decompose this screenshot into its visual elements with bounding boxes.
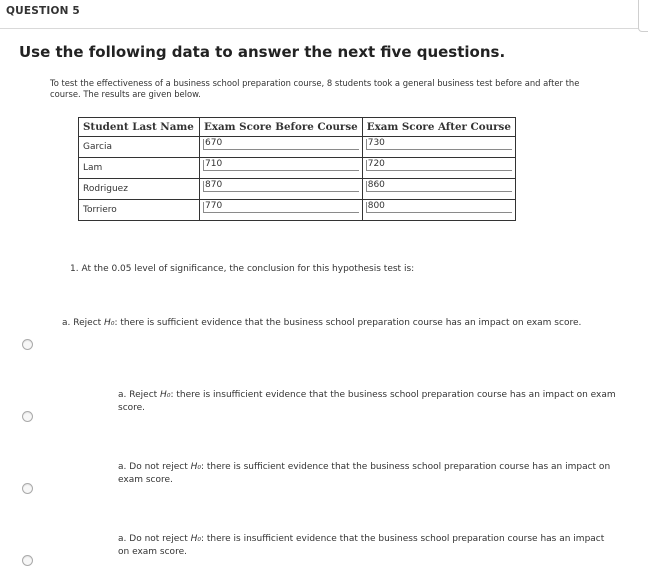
table-cell-after: 860 — [362, 179, 515, 200]
table-cell-before: 870 — [200, 179, 363, 200]
option-marker: a. — [118, 462, 127, 472]
answer-option-1[interactable] — [62, 317, 622, 330]
table-cell-name: Torriero — [79, 200, 200, 221]
option-h0: H₀ — [190, 462, 201, 472]
option-lead: Reject — [129, 390, 158, 400]
table-cell-name: Garcia — [79, 137, 200, 158]
question-stem: 1. At the 0.05 level of significance, the conclusion for this hypothesis test is: — [70, 264, 415, 274]
answer-option-3[interactable] — [118, 461, 618, 487]
question-label: QUESTION 5 — [6, 5, 80, 17]
option-text: : there is sufficient evidence that the business school preparation course has an impact on exam score. — [114, 318, 582, 328]
question-header-bar — [0, 0, 648, 29]
answer-option-2[interactable] — [118, 389, 618, 415]
table-cell-after: 800 — [362, 200, 515, 221]
table-cell-before: 670 — [200, 137, 363, 158]
table-header-row — [79, 118, 516, 137]
table-cell-after: 730 — [362, 137, 515, 158]
question-heading: Use the following data to answer the next five questions. — [19, 43, 506, 61]
table-row — [79, 137, 516, 158]
table-row — [79, 179, 516, 200]
option-text: : there is sufficient evidence that the business school preparation course has an impact on exam score. — [118, 462, 611, 485]
answer-radio-3[interactable] — [22, 483, 33, 494]
header-corner-frame — [638, 0, 648, 32]
option-text: : there is insufficient evidence that the business school preparation course has an impact on exam score. — [118, 534, 605, 557]
option-marker: a. — [118, 534, 127, 544]
table-cell-name: Lam — [79, 158, 200, 179]
table-row — [79, 200, 516, 221]
option-lead: Do not reject — [129, 462, 188, 472]
answer-radio-4[interactable] — [22, 555, 33, 566]
option-lead: Do not reject — [129, 534, 188, 544]
table-row — [79, 158, 516, 179]
column-header-after: Exam Score After Course — [362, 118, 515, 137]
answer-option-4[interactable] — [118, 533, 618, 559]
column-header-name: Student Last Name — [79, 118, 200, 137]
option-h0: H₀ — [104, 318, 115, 328]
table-cell-before: 770 — [200, 200, 363, 221]
table-cell-before: 710 — [200, 158, 363, 179]
option-h0: H₀ — [190, 534, 201, 544]
column-header-before: Exam Score Before Course — [200, 118, 363, 137]
table-cell-after: 720 — [362, 158, 515, 179]
answer-radio-2[interactable] — [22, 411, 33, 422]
table-cell-name: Rodriguez — [79, 179, 200, 200]
option-marker: a. — [62, 318, 71, 328]
score-table — [78, 117, 516, 221]
intro-paragraph: To test the effectiveness of a business school preparation course, 8 students took a general business test before and after the course. The results are given below. — [50, 78, 580, 99]
answer-radio-1[interactable] — [22, 339, 33, 350]
option-text: : there is insufficient evidence that the business school preparation course has an impact on exam score. — [118, 390, 616, 413]
option-h0: H₀ — [160, 390, 171, 400]
option-marker: a. — [118, 390, 127, 400]
option-lead: Reject — [73, 318, 102, 328]
